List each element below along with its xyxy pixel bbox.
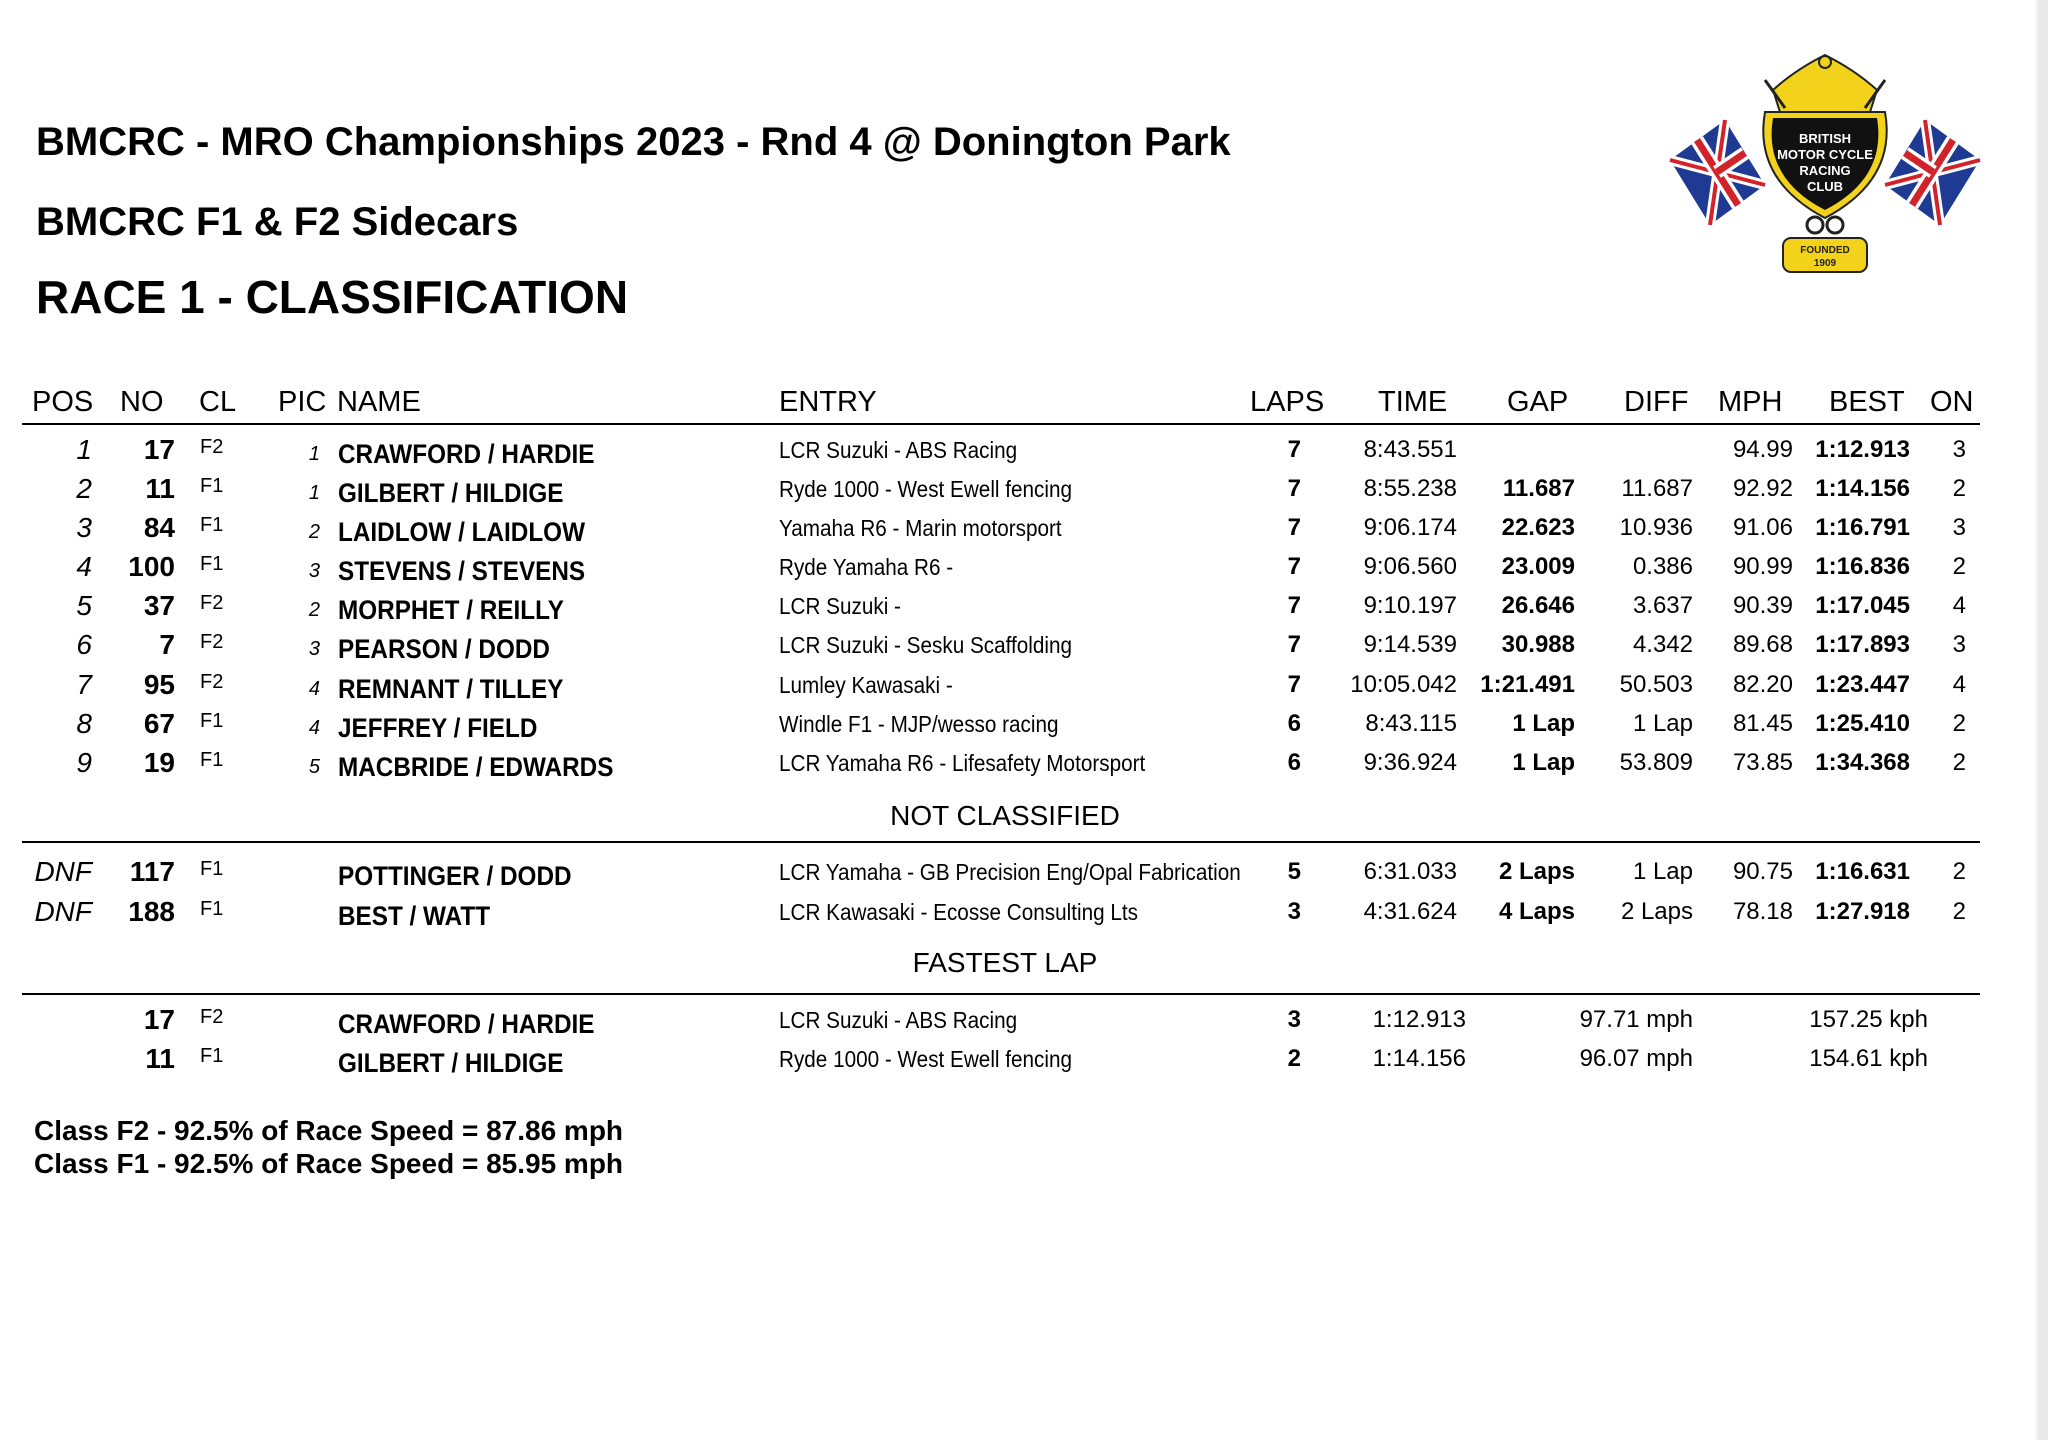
pic-cell: 5 xyxy=(308,756,320,778)
on-cell: 2 xyxy=(1952,858,1966,885)
name-cell: CRAWFORD / HARDIE xyxy=(338,1009,595,1039)
mph-cell: 90.99 xyxy=(1732,553,1793,580)
diff-cell: 0.386 xyxy=(1632,553,1693,580)
svg-text:MOTOR CYCLE: MOTOR CYCLE xyxy=(1777,147,1873,162)
pos-cell: 3 xyxy=(76,512,92,543)
class-cell: F1 xyxy=(200,858,224,880)
no-cell: 84 xyxy=(143,512,175,543)
fastest-lap-rule xyxy=(22,993,1980,995)
name-cell: CRAWFORD / HARDIE xyxy=(338,439,595,469)
pos-cell: 7 xyxy=(76,669,92,700)
no-cell: 7 xyxy=(159,629,175,660)
best-cell: 1:17.045 xyxy=(1815,592,1910,619)
pic-cell: 2 xyxy=(308,521,320,543)
crown-icon xyxy=(1765,55,1885,112)
diff-cell: 53.809 xyxy=(1619,749,1693,776)
entry-cell: Lumley Kawasaki - xyxy=(779,672,953,698)
best-cell: 1:17.893 xyxy=(1815,631,1910,658)
best-cell: 1:34.368 xyxy=(1815,749,1910,776)
pic-cell: 3 xyxy=(308,638,320,660)
pos-cell: 6 xyxy=(76,629,92,660)
pic-cell: 2 xyxy=(308,599,320,621)
name-cell: MACBRIDE / EDWARDS xyxy=(338,752,614,782)
time-cell: 8:55.238 xyxy=(1363,475,1457,502)
lap-cell: 2 xyxy=(1287,1045,1301,1072)
class-cell: F2 xyxy=(200,592,224,614)
table-row xyxy=(0,852,2048,892)
gap-cell: 1 Lap xyxy=(1512,749,1575,776)
founded-banner xyxy=(1783,238,1867,272)
no-cell: 17 xyxy=(143,1004,175,1035)
class-cell: F1 xyxy=(200,475,224,497)
time-cell: 9:14.539 xyxy=(1363,631,1457,658)
table-row xyxy=(0,892,2048,932)
pos-cell: 4 xyxy=(76,551,92,582)
name-cell: MORPHET / REILLY xyxy=(338,595,564,625)
best-cell: 1:12.913 xyxy=(1815,436,1910,463)
name-cell: REMNANT / TILLEY xyxy=(338,674,564,704)
no-cell: 19 xyxy=(143,747,175,778)
fastest-lap-heading: FASTEST LAP xyxy=(912,947,1098,978)
time-cell: 9:10.197 xyxy=(1363,592,1457,619)
lap-cell: 3 xyxy=(1287,1006,1301,1033)
on-cell: 3 xyxy=(1952,631,1966,658)
gap-cell: 4 Laps xyxy=(1498,898,1575,925)
mph-cell: 90.39 xyxy=(1732,592,1793,619)
gap-cell: 1:21.491 xyxy=(1480,671,1575,698)
pos-cell: 8 xyxy=(76,708,92,739)
diff-cell: 1 Lap xyxy=(1632,858,1693,885)
time-cell: 10:05.042 xyxy=(1350,671,1457,698)
no-cell: 37 xyxy=(143,590,175,621)
best-cell: 1:23.447 xyxy=(1815,671,1910,698)
gap-cell: 26.646 xyxy=(1501,592,1575,619)
laps-cell: 7 xyxy=(1287,553,1301,580)
entry-cell: LCR Kawasaki - Ecosse Consulting Lts xyxy=(779,899,1138,925)
name-cell: BEST / WATT xyxy=(338,901,491,931)
diff-cell: 3.637 xyxy=(1632,592,1693,619)
gap-cell: 2 Laps xyxy=(1498,858,1575,885)
on-cell: 3 xyxy=(1952,514,1966,541)
on-cell: 3 xyxy=(1952,436,1966,463)
laps-cell: 6 xyxy=(1287,710,1301,737)
time-cell: 4:31.624 xyxy=(1363,898,1457,925)
event-title: BMCRC - MRO Championships 2023 - Rnd 4 @ Donington Park xyxy=(36,120,1231,164)
pic-cell: 4 xyxy=(308,678,320,700)
diff-cell: 2 Laps xyxy=(1620,898,1693,925)
pic-cell: 4 xyxy=(308,717,320,739)
time-cell: 9:36.924 xyxy=(1363,749,1457,776)
gap-cell: 23.009 xyxy=(1501,553,1575,580)
class-cell: F2 xyxy=(200,436,224,458)
header-rule xyxy=(22,423,1980,425)
laps-cell: 7 xyxy=(1287,436,1301,463)
shield-icon xyxy=(1763,112,1886,218)
entry-cell: Ryde Yamaha R6 - xyxy=(779,554,954,580)
name-cell: POTTINGER / DODD xyxy=(338,861,572,891)
class-cell: F1 xyxy=(200,898,224,920)
name-cell: PEARSON / DODD xyxy=(338,634,550,664)
time-cell: 9:06.560 xyxy=(1363,553,1457,580)
name-cell: STEVENS / STEVENS xyxy=(338,556,586,586)
entry-cell: LCR Yamaha - GB Precision Eng/Opal Fabrication xyxy=(779,859,1241,885)
svg-text:RACING: RACING xyxy=(1799,163,1851,178)
col-header-pic: PIC xyxy=(278,386,327,418)
class-cell: F2 xyxy=(200,1006,224,1028)
col-header-pos: POS xyxy=(32,386,94,418)
table-row xyxy=(0,704,2048,744)
bmcrc-logo xyxy=(1665,50,1985,290)
race-speed-f2: Class F2 - 92.5% of Race Speed = 87.86 mph xyxy=(34,1115,624,1146)
no-cell: 11 xyxy=(145,1043,175,1074)
laps-cell: 5 xyxy=(1287,858,1301,885)
table-row xyxy=(0,469,2048,509)
pos-cell: DNF xyxy=(34,856,92,887)
union-flag-left-icon xyxy=(1670,120,1765,225)
best-cell: 1:25.410 xyxy=(1815,710,1910,737)
race-title: RACE 1 - CLASSIFICATION xyxy=(36,271,629,323)
not-classified-heading: NOT CLASSIFIED xyxy=(890,800,1120,831)
pos-cell: 5 xyxy=(76,590,92,621)
no-cell: 17 xyxy=(143,434,175,465)
on-cell: 2 xyxy=(1952,710,1966,737)
class-cell: F1 xyxy=(200,514,224,536)
lap-time-cell: 1:12.913 xyxy=(1372,1006,1466,1033)
class-cell: F1 xyxy=(200,553,224,575)
chain-icon xyxy=(1807,217,1843,233)
class-cell: F1 xyxy=(200,1045,224,1067)
not-classified-rule xyxy=(22,841,1980,843)
diff-cell: 11.687 xyxy=(1621,475,1693,502)
race-speed-f1: Class F1 - 92.5% of Race Speed = 85.95 mph xyxy=(34,1148,624,1179)
laps-cell: 7 xyxy=(1287,592,1301,619)
name-cell: LAIDLOW / LAIDLOW xyxy=(338,517,586,547)
mph-cell: 82.20 xyxy=(1732,671,1793,698)
mph-cell: 89.68 xyxy=(1732,631,1793,658)
class-cell: F2 xyxy=(200,671,224,693)
pos-cell: 2 xyxy=(76,473,92,504)
best-cell: 1:16.791 xyxy=(1815,514,1910,541)
table-row xyxy=(0,508,2048,548)
best-cell: 1:16.836 xyxy=(1815,553,1910,580)
pos-cell: 1 xyxy=(76,434,92,465)
pos-cell: DNF xyxy=(34,896,92,927)
col-header-time: TIME xyxy=(1378,386,1448,418)
on-cell: 4 xyxy=(1952,592,1966,619)
laps-cell: 7 xyxy=(1287,671,1301,698)
no-cell: 117 xyxy=(129,856,175,887)
gap-cell: 1 Lap xyxy=(1512,710,1575,737)
no-cell: 100 xyxy=(128,551,175,582)
col-header-mph: MPH xyxy=(1718,386,1783,418)
on-cell: 4 xyxy=(1952,671,1966,698)
on-cell: 2 xyxy=(1952,553,1966,580)
diff-cell: 1 Lap xyxy=(1632,710,1693,737)
pic-cell: 1 xyxy=(308,443,320,465)
table-row xyxy=(0,547,2048,587)
class-title: BMCRC F1 & F2 Sidecars xyxy=(36,200,519,244)
diff-cell: 10.936 xyxy=(1619,514,1693,541)
on-cell: 2 xyxy=(1952,898,1966,925)
lap-time-cell: 1:14.156 xyxy=(1372,1045,1466,1072)
col-header-no: NO xyxy=(120,386,164,418)
col-header-on: ON xyxy=(1930,386,1974,418)
best-cell: 1:27.918 xyxy=(1815,898,1910,925)
entry-cell: LCR Suzuki - Sesku Scaffolding xyxy=(779,632,1073,658)
entry-cell: Windle F1 - MJP/wesso racing xyxy=(779,711,1059,737)
table-row xyxy=(0,430,2048,470)
best-cell: 1:16.631 xyxy=(1815,858,1910,885)
col-header-cl: CL xyxy=(199,386,237,418)
entry-cell: LCR Suzuki - xyxy=(779,593,901,619)
pic-cell: 3 xyxy=(308,560,320,582)
no-cell: 67 xyxy=(143,708,175,739)
entry-cell: LCR Yamaha R6 - Lifesafety Motorsport xyxy=(779,750,1146,776)
on-cell: 2 xyxy=(1952,475,1966,502)
table-row xyxy=(0,625,2048,665)
on-cell: 2 xyxy=(1952,749,1966,776)
no-cell: 188 xyxy=(128,896,175,927)
table-row xyxy=(0,665,2048,705)
class-cell: F2 xyxy=(200,631,224,653)
mph-cell: 78.18 xyxy=(1732,898,1793,925)
time-cell: 9:06.174 xyxy=(1363,514,1457,541)
mph-cell: 73.85 xyxy=(1732,749,1793,776)
col-header-diff: DIFF xyxy=(1624,386,1689,418)
time-cell: 8:43.551 xyxy=(1363,436,1457,463)
entry-cell: LCR Suzuki - ABS Racing xyxy=(779,437,1018,463)
laps-cell: 7 xyxy=(1287,475,1301,502)
time-cell: 8:43.115 xyxy=(1365,710,1457,737)
table-row xyxy=(0,586,2048,626)
pos-cell: 9 xyxy=(76,747,92,778)
name-cell: GILBERT / HILDIGE xyxy=(338,1048,564,1078)
class-cell: F1 xyxy=(200,749,224,771)
mph-cell: 97.71 mph xyxy=(1579,1006,1693,1033)
pic-cell: 1 xyxy=(308,482,320,504)
gap-cell: 22.623 xyxy=(1501,514,1575,541)
entry-cell: Ryde 1000 - West Ewell fencing xyxy=(779,476,1073,502)
mph-cell: 81.45 xyxy=(1732,710,1793,737)
no-cell: 95 xyxy=(143,669,175,700)
entry-cell: LCR Suzuki - ABS Racing xyxy=(779,1007,1018,1033)
laps-cell: 6 xyxy=(1287,749,1301,776)
mph-cell: 91.06 xyxy=(1732,514,1793,541)
mph-cell: 96.07 mph xyxy=(1579,1045,1693,1072)
kph-cell: 157.25 kph xyxy=(1809,1006,1928,1033)
mph-cell: 90.75 xyxy=(1732,858,1793,885)
union-flag-right-icon xyxy=(1885,120,1980,225)
col-header-best: BEST xyxy=(1829,386,1905,418)
name-cell: GILBERT / HILDIGE xyxy=(338,478,564,508)
diff-cell: 50.503 xyxy=(1619,671,1693,698)
table-row xyxy=(0,743,2048,783)
svg-text:CLUB: CLUB xyxy=(1806,179,1844,194)
laps-cell: 7 xyxy=(1287,631,1301,658)
kph-cell: 154.61 kph xyxy=(1809,1045,1928,1072)
col-header-entry: ENTRY xyxy=(779,386,877,418)
mph-cell: 94.99 xyxy=(1732,436,1793,463)
col-header-laps: LAPS xyxy=(1250,386,1325,418)
svg-text:FOUNDED: FOUNDED xyxy=(1800,245,1850,256)
class-cell: F1 xyxy=(200,710,224,732)
col-header-gap: GAP xyxy=(1507,386,1569,418)
fastest-lap-row xyxy=(0,1039,2048,1079)
name-cell: JEFFREY / FIELD xyxy=(338,713,538,743)
no-cell: 11 xyxy=(145,473,175,504)
svg-text:1909: 1909 xyxy=(1813,258,1837,269)
fastest-lap-row xyxy=(0,1000,2048,1040)
diff-cell: 4.342 xyxy=(1632,631,1693,658)
entry-cell: Yamaha R6 - Marin motorsport xyxy=(779,515,1062,541)
gap-cell: 30.988 xyxy=(1501,631,1575,658)
gap-cell: 11.687 xyxy=(1502,475,1575,502)
laps-cell: 7 xyxy=(1287,514,1301,541)
time-cell: 6:31.033 xyxy=(1363,858,1457,885)
svg-text:BRITISH: BRITISH xyxy=(1799,131,1851,146)
best-cell: 1:14.156 xyxy=(1815,475,1910,502)
entry-cell: Ryde 1000 - West Ewell fencing xyxy=(779,1046,1073,1072)
laps-cell: 3 xyxy=(1287,898,1301,925)
col-header-name: NAME xyxy=(337,386,421,418)
mph-cell: 92.92 xyxy=(1732,475,1793,502)
